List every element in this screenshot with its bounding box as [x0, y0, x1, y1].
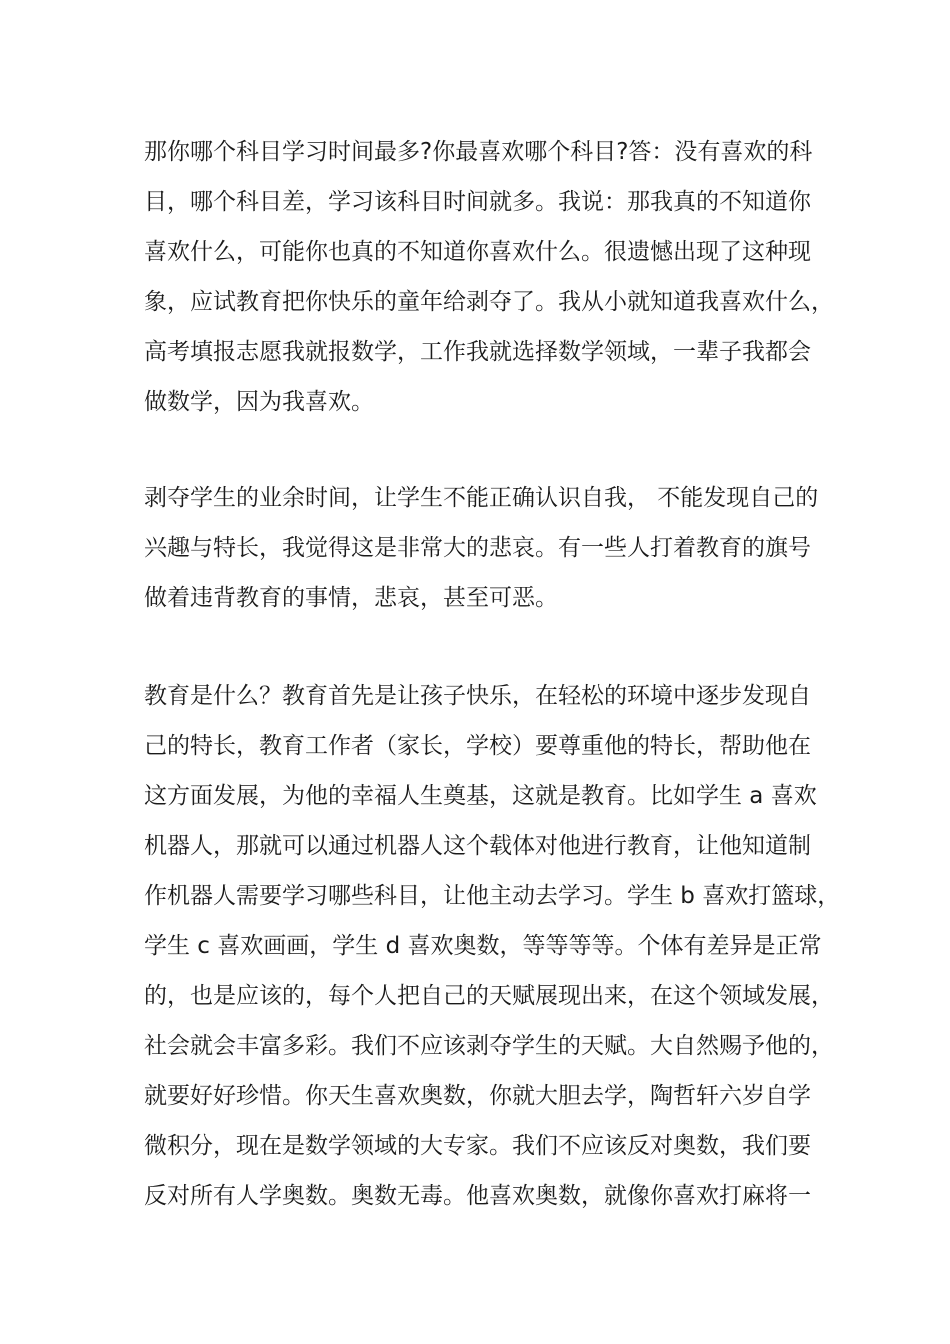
text-line: 反对所有人学奥数。奥数无毒。他喜欢奥数，就像你喜欢打麻将一 [144, 1183, 811, 1209]
text-line: 的，也是应该的，每个人把自己的天赋展现出来，在这个领域发展， [144, 983, 834, 1009]
text-line: 高考填报志愿我就报数学，工作我就选择数学领域，一辈子我都会 [144, 339, 811, 365]
text-line: 兴趣与特长，我觉得这是非常大的悲哀。有一些人打着教育的旗号 [144, 535, 811, 561]
text-line: 做数学，因为我喜欢。 [144, 389, 374, 415]
paragraph-2 [144, 473, 824, 623]
text-line: 教育是什么？教育首先是让孩子快乐，在轻松的环境中逐步发现自 [144, 683, 811, 709]
text-line: 己的特长，教育工作者（家长，学校）要尊重他的特长，帮助他在 [144, 733, 811, 759]
paragraph-1 [144, 127, 834, 427]
text-line: 作机器人需要学习哪些科目，让他主动去学习。学生 b 喜欢打篮球， [144, 883, 841, 909]
text-line: 就要好好珍惜。你天生喜欢奥数，你就大胆去学，陶哲轩六岁自学 [144, 1083, 811, 1109]
text-line: 学生 c 喜欢画画，学生 d 喜欢奥数，等等等等。个体有差异是正常 [144, 933, 822, 959]
text-line: 机器人，那就可以通过机器人这个载体对他进行教育，让他知道制 [144, 833, 811, 859]
paragraph-3 [144, 671, 841, 1221]
text-line: 那你哪个科目学习时间最多?你最喜欢哪个科目?答：没有喜欢的科 [144, 139, 813, 165]
text-line: 这方面发展，为他的幸福人生奠基，这就是教育。比如学生 a 喜欢 [144, 783, 817, 809]
text-line: 象，应试教育把你快乐的童年给剥夺了。我从小就知道我喜欢什么， [144, 289, 834, 315]
text-line: 喜欢什么，可能你也真的不知道你喜欢什么。很遗憾出现了这种现 [144, 239, 811, 265]
text-line: 做着违背教育的事情，悲哀，甚至可恶。 [144, 585, 558, 611]
text-line: 目，哪个科目差，学习该科目时间就多。我说：那我真的不知道你 [144, 189, 811, 215]
text-line: 剥夺学生的业余时间，让学生不能正确认识自我， 不能发现自己的 [144, 485, 819, 511]
text-line: 社会就会丰富多彩。我们不应该剥夺学生的天赋。大自然赐予他的， [144, 1033, 834, 1059]
text-line: 微积分，现在是数学领域的大专家。我们不应该反对奥数，我们要 [144, 1133, 811, 1159]
